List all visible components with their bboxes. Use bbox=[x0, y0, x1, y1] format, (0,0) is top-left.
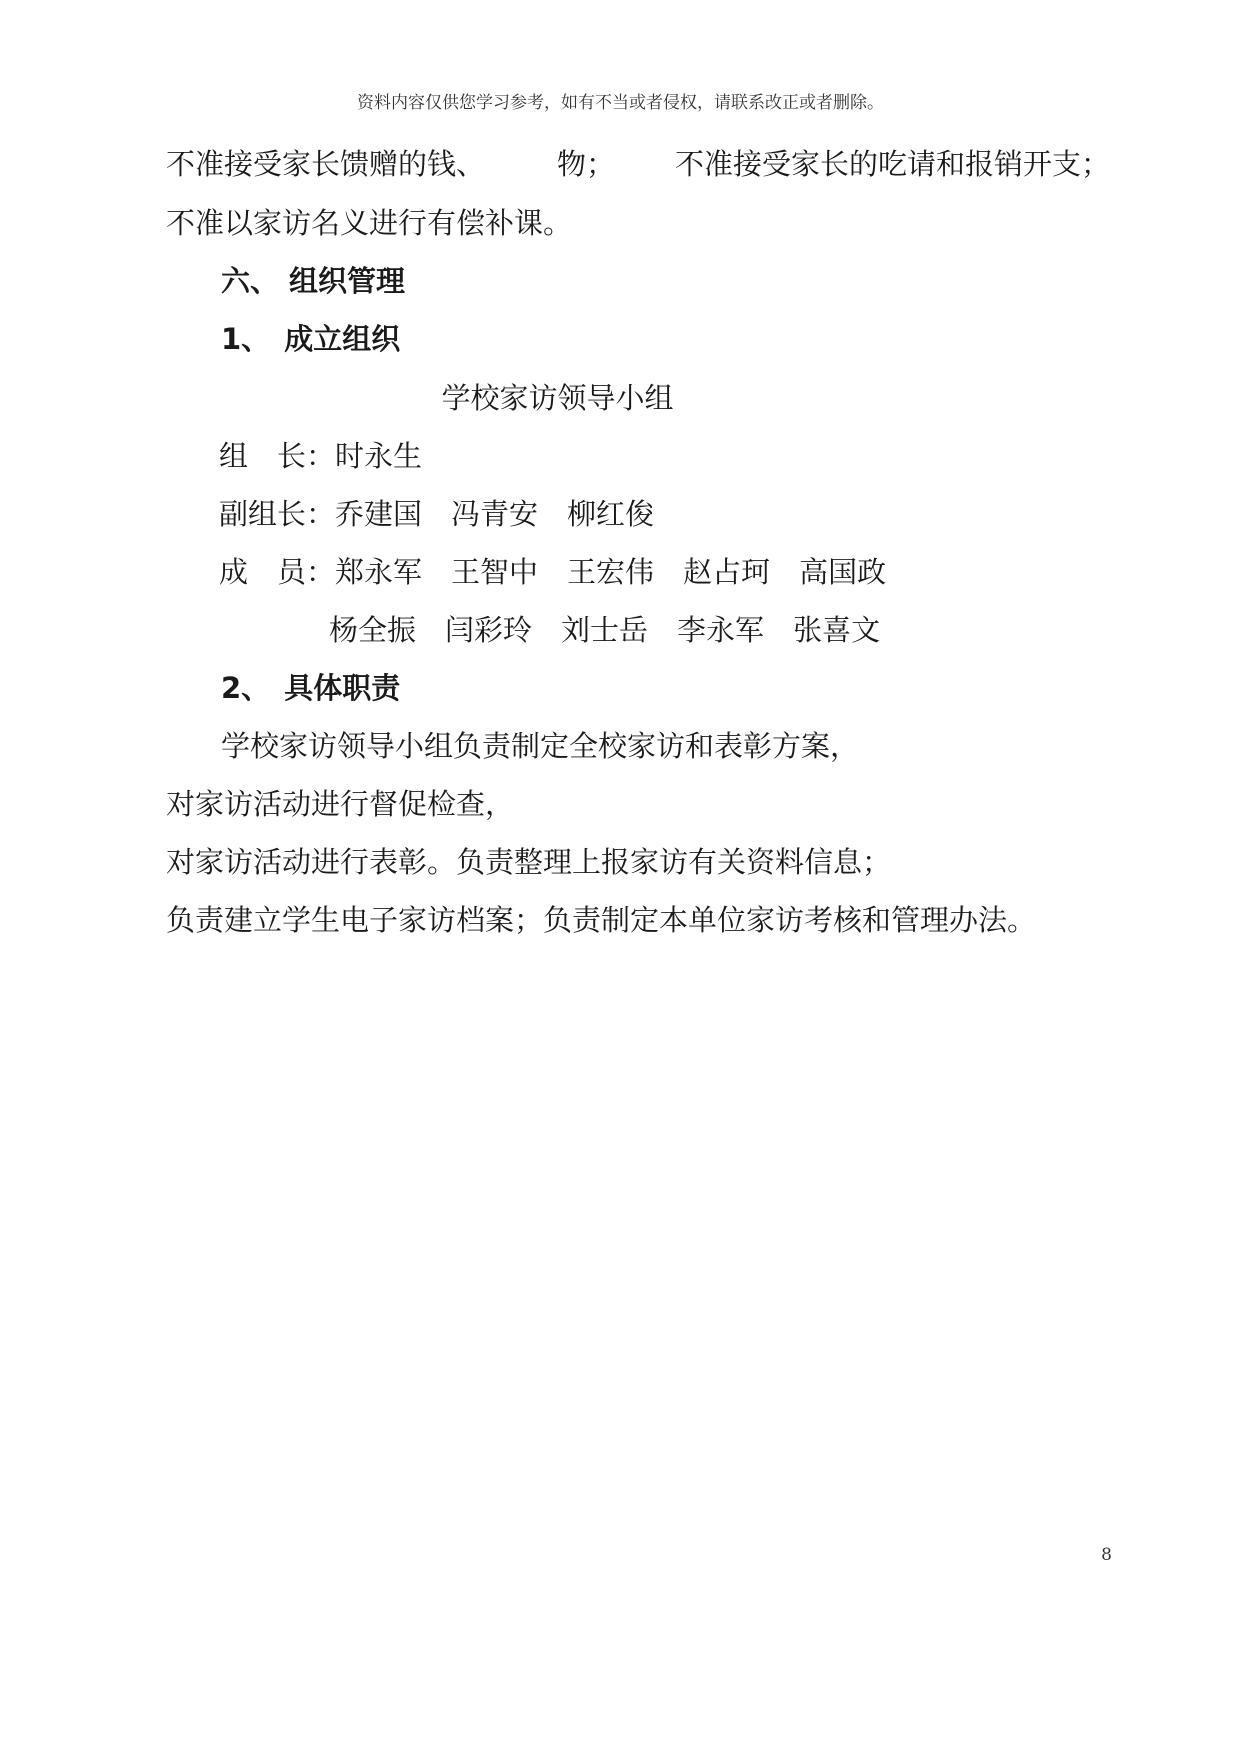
member-name: 李永军 bbox=[677, 613, 765, 647]
member-name: 刘士岳 bbox=[561, 613, 649, 647]
members-label: 成 员： bbox=[219, 555, 336, 589]
vice-leader-name: 乔建国 bbox=[335, 497, 423, 531]
leader-label: 组 长： bbox=[219, 439, 336, 473]
member-name: 王宏伟 bbox=[567, 555, 655, 589]
vice-leader-row bbox=[219, 496, 654, 532]
vice-leader-name: 柳红俊 bbox=[567, 497, 655, 531]
paragraph-line-2: 不准以家访名义进行有偿补课。 bbox=[166, 206, 573, 240]
vice-leader-name: 冯青安 bbox=[451, 497, 539, 531]
member-name: 赵占珂 bbox=[683, 555, 771, 589]
page-number: 8 bbox=[1101, 1545, 1112, 1565]
member-name: 王智中 bbox=[451, 555, 539, 589]
members-row-1 bbox=[219, 554, 886, 590]
paragraph-line-1 bbox=[166, 146, 1110, 182]
subheading-1 bbox=[221, 321, 400, 357]
member-name: 张喜文 bbox=[793, 613, 881, 647]
duties-line: 对家访活动进行督促检查， bbox=[166, 787, 515, 821]
member-name: 高国政 bbox=[799, 555, 887, 589]
subheading-2 bbox=[221, 670, 400, 706]
section-heading-6 bbox=[221, 263, 405, 299]
sub2-title: 具体职责 bbox=[284, 671, 401, 705]
section-6-title: 组织管理 bbox=[289, 264, 406, 298]
duties-line: 对家访活动进行表彰。负责整理上报家访有关资料信息； bbox=[166, 845, 892, 879]
leader-row bbox=[219, 438, 422, 474]
sub1-number: 1、 bbox=[221, 322, 271, 356]
member-name: 杨全振 bbox=[329, 613, 417, 647]
header-disclaimer: 资料内容仅供您学习参考，如有不当或者侵权，请联系改正或者删除。 bbox=[357, 93, 884, 113]
duties-line: 负责建立学生电子家访档案；负责制定本单位家访考核和管理办法。 bbox=[166, 903, 1037, 937]
member-name: 郑永军 bbox=[335, 555, 423, 589]
vice-leader-label: 副组长： bbox=[219, 497, 336, 531]
leader-name: 时永生 bbox=[335, 439, 423, 473]
section-6-number: 六、 bbox=[221, 264, 280, 298]
duties-line: 学校家访领导小组负责制定全校家访和表彰方案， bbox=[221, 729, 860, 763]
line1-part2: 物； bbox=[557, 147, 616, 181]
member-name: 闫彩玲 bbox=[445, 613, 533, 647]
line1-part3: 不准接受家长的吃请和报销开支； bbox=[675, 147, 1111, 181]
members-row-2 bbox=[329, 612, 880, 648]
sub1-title: 成立组织 bbox=[284, 322, 401, 356]
sub2-number: 2、 bbox=[221, 671, 271, 705]
group-title: 学校家访领导小组 bbox=[441, 381, 674, 415]
line1-part1: 不准接受家长馈赠的钱、 bbox=[166, 147, 486, 181]
